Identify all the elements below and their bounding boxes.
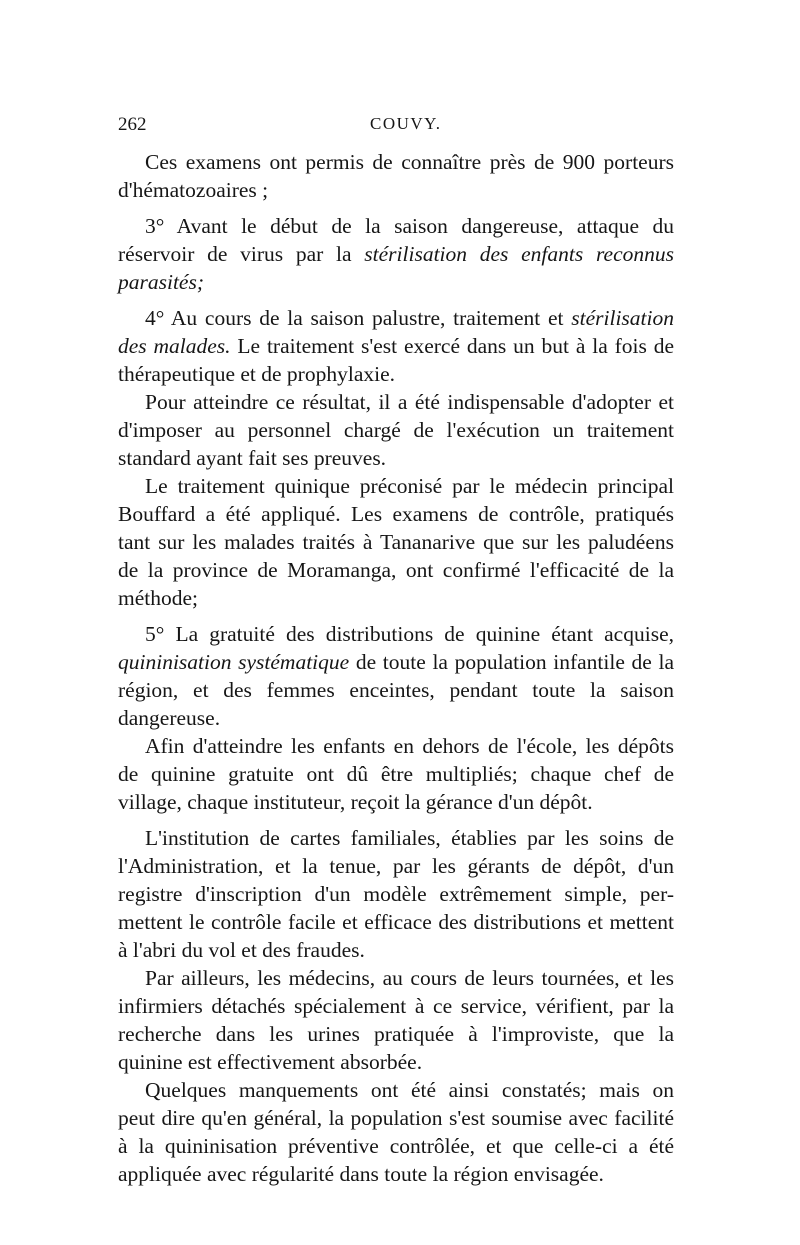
text-segment: Le traitement s'est exercé dans un but à la fois de — [230, 334, 674, 358]
italic-text-segment: stérilisation — [571, 306, 674, 330]
text-line — [118, 880, 674, 908]
text-segment: Pour atteindre ce résultat, il a été indispensable d'adopter et — [145, 390, 674, 414]
running-head: COUVY. — [370, 114, 442, 133]
text-line — [118, 176, 674, 204]
text-segment: 4° Au cours de la saison palustre, traitement et — [145, 306, 572, 330]
text-segment: Afin d'atteindre les enfants en dehors de l'école, les dépôts — [145, 734, 674, 758]
text-line — [118, 992, 674, 1020]
text-segment: à l'abri du vol et des fraudes. — [118, 938, 365, 962]
text-line — [118, 556, 674, 584]
text-segment: d'hématozoaires ; — [118, 178, 269, 202]
text-segment: Bouffard a été appliqué. Les examens de contrôle, pratiqués — [118, 502, 674, 526]
text-segment: mettent le contrôle facile et efficace des distributions et mettent — [118, 910, 674, 934]
text-line — [118, 500, 674, 528]
italic-text-segment: des malades. — [118, 334, 231, 358]
page-header — [118, 114, 680, 140]
text-segment: infirmiers détachés spécialement à ce service, vérifient, par la — [118, 994, 674, 1018]
italic-text-segment: stérilisation des enfants reconnus — [364, 242, 674, 266]
text-line — [145, 824, 674, 852]
text-segment: tant sur les malades traités à Tananarive que sur les paludéens — [118, 530, 674, 554]
text-line — [118, 1160, 674, 1188]
page-number: 262 — [118, 114, 147, 135]
text-segment: recherche dans les urines pratiquée à l'improviste, que la — [118, 1022, 674, 1046]
text-line — [118, 760, 674, 788]
text-line — [118, 240, 674, 268]
text-line — [118, 1020, 674, 1048]
text-segment: Quelques manquements ont été ainsi constatés; mais on — [145, 1078, 674, 1102]
text-segment: de toute la population infantile de la — [349, 650, 674, 674]
text-segment: registre d'inscription d'un modèle extrêmement simple, per- — [118, 882, 674, 906]
text-line — [145, 964, 674, 992]
text-segment: standard ayant fait ses preuves. — [118, 446, 387, 470]
text-segment: de la province de Moramanga, ont confirmé l'efficacité de la — [118, 558, 674, 582]
text-segment: à la quininisation préventive contrôlée, et que celle-ci a été — [118, 1134, 674, 1158]
text-line — [118, 268, 674, 296]
italic-text-segment: quininisation systématique — [118, 650, 350, 674]
text-segment: Par ailleurs, les médecins, au cours de leurs tournées, et les — [145, 966, 674, 990]
text-segment: thérapeutique et de prophylaxie. — [118, 362, 396, 386]
text-line — [118, 416, 674, 444]
text-segment: de quinine gratuite ont dû être multipliés; chaque chef de — [118, 762, 674, 786]
text-line — [145, 620, 674, 648]
text-line — [145, 472, 674, 500]
text-segment: quinine est effectivement absorbée. — [118, 1050, 423, 1074]
text-line — [145, 148, 674, 176]
text-line — [118, 444, 674, 472]
text-line — [118, 360, 674, 388]
italic-text-segment: parasités; — [118, 270, 204, 294]
text-line — [118, 1048, 674, 1076]
text-segment: d'imposer au personnel chargé de l'exécution un traitement — [118, 418, 674, 442]
text-line — [118, 648, 674, 676]
text-line — [145, 1076, 674, 1104]
text-line — [145, 212, 674, 240]
text-segment: 3° Avant le début de la saison dangereuse, attaque du — [145, 214, 674, 238]
text-segment: peut dire qu'en général, la population s'est soumise avec facilité — [118, 1106, 674, 1130]
text-line — [145, 732, 674, 760]
text-line — [118, 788, 674, 816]
text-segment: région, et des femmes enceintes, pendant toute la saison — [118, 678, 674, 702]
text-line — [118, 676, 674, 704]
text-segment: L'institution de cartes familiales, établies par les soins de — [145, 826, 674, 850]
text-segment: village, chaque instituteur, reçoit la gérance d'un dépôt. — [118, 790, 593, 814]
text-line — [145, 304, 674, 332]
text-segment: méthode; — [118, 586, 199, 610]
text-line — [118, 584, 674, 612]
text-line — [118, 852, 674, 880]
text-segment: 5° La gratuité des distributions de quinine étant acquise, — [145, 622, 674, 646]
text-segment: l'Administration, et la tenue, par les gérants de dépôt, d'un — [118, 854, 674, 878]
text-line — [118, 936, 674, 964]
text-line — [118, 1132, 674, 1160]
text-segment: Le traitement quinique préconisé par le médecin principal — [145, 474, 674, 498]
text-line — [118, 704, 674, 732]
text-line — [145, 388, 674, 416]
text-segment: Ces examens ont permis de connaître près de 900 porteurs — [145, 150, 674, 174]
text-line — [118, 528, 674, 556]
text-line — [118, 1104, 674, 1132]
text-line — [118, 908, 674, 936]
text-segment: réservoir de virus par la — [118, 242, 365, 266]
text-line — [118, 332, 674, 360]
text-segment: dangereuse. — [118, 706, 221, 730]
text-segment: appliquée avec régularité dans toute la région envisagée. — [118, 1162, 604, 1186]
